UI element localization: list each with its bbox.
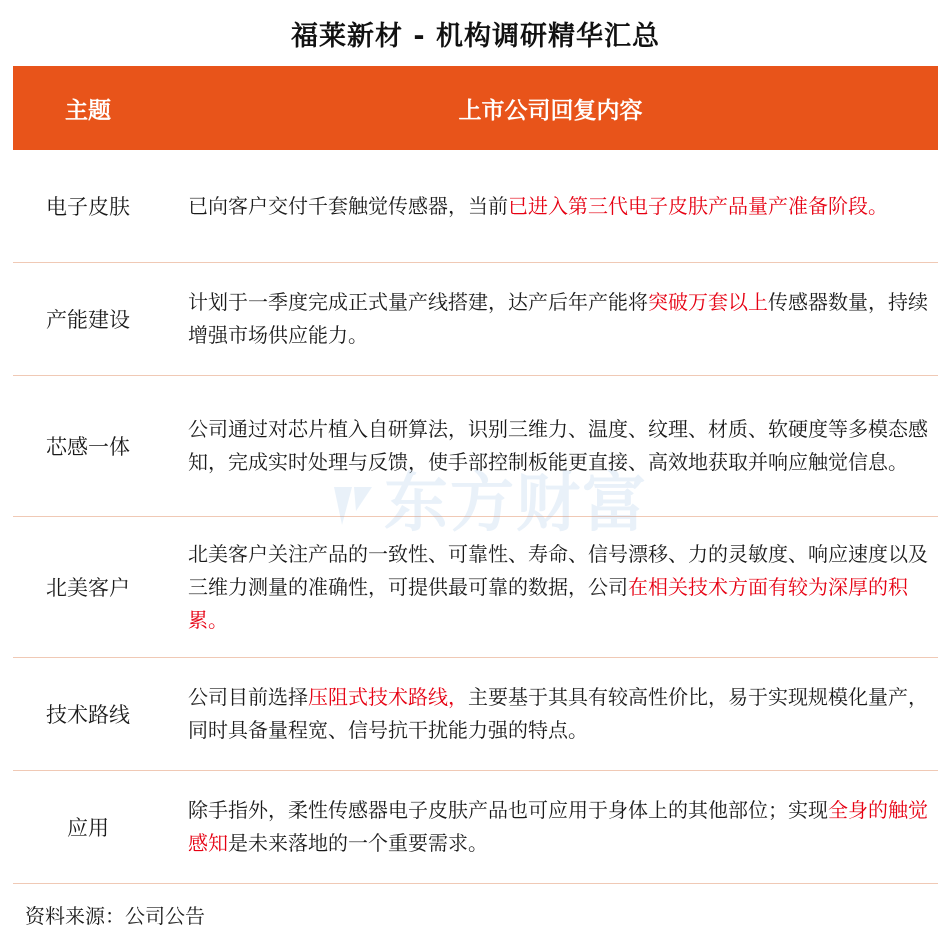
content-text: 传感器数量，持续增强市场供应能力。 — [188, 290, 928, 347]
content-text: 计划于一季度完成正式量产线搭建，达产后年产能将 — [188, 290, 648, 314]
row-content — [163, 190, 938, 223]
table-row — [13, 376, 938, 517]
row-topic: 技术路线 — [46, 703, 130, 727]
page-title: 福莱新材 - 机构调研精华汇总 — [290, 21, 660, 52]
content-text: 已向客户交付千套触觉传感器，当前 — [188, 193, 508, 218]
header-reply: 上市公司回复内容 — [458, 97, 643, 124]
row-topic: 电子皮肤 — [46, 195, 130, 219]
source-note: 资料来源：公司公告 — [25, 904, 205, 928]
table-header — [13, 66, 938, 150]
row-content — [163, 794, 938, 860]
content-highlight: 在相关技术方面有较为深厚的积累。 — [188, 574, 908, 632]
table-row — [13, 517, 938, 658]
row-topic: 产能建设 — [46, 308, 130, 332]
content-text: 北美客户关注产品的一致性、可靠性、寿命、信号漂移、力的灵敏度、响应速度以及三维力测量的准确性，可提供最可靠的数据，公司 — [188, 541, 928, 599]
summary-table — [13, 66, 938, 884]
table-row — [13, 150, 938, 263]
content-text: 公司通过对芯片植入自研算法，识别三维力、温度、纹理、材质、软硬度等多模态感知，完成实时处理与反馈，使手部控制板能更直接、高效地获取并响应触觉信息。 — [188, 417, 928, 474]
row-content — [163, 681, 938, 747]
content-text: 主要基于其具有较高性价比，易于实现规模化量产，同时具备量程宽、信号抗干扰能力强的特点。 — [188, 685, 928, 742]
row-content — [163, 286, 938, 352]
content-highlight: 压阻式技术路线， — [308, 685, 468, 709]
watermark-text: 东方财富 — [384, 467, 648, 541]
row-topic: 北美客户 — [46, 576, 130, 600]
content-highlight: 全身的触觉感知 — [188, 798, 928, 855]
row-content — [163, 413, 938, 479]
header-topic: 主题 — [65, 97, 111, 124]
content-highlight: 突破万套以上 — [648, 290, 768, 314]
content-text: 公司目前选择 — [188, 685, 308, 709]
table-row — [13, 771, 938, 884]
row-content — [163, 538, 938, 637]
content-text: 是未来落地的一个重要需求。 — [228, 831, 488, 855]
content-text: 除手指外，柔性传感器电子皮肤产品也可应用于身体上的其他部位；实现 — [188, 798, 828, 822]
row-topic: 芯感一体 — [46, 435, 130, 459]
content-highlight: 已进入第三代电子皮肤产品量产准备阶段。 — [508, 193, 888, 218]
table-row — [13, 658, 938, 771]
row-topic: 应用 — [67, 816, 109, 840]
table-row — [13, 263, 938, 376]
